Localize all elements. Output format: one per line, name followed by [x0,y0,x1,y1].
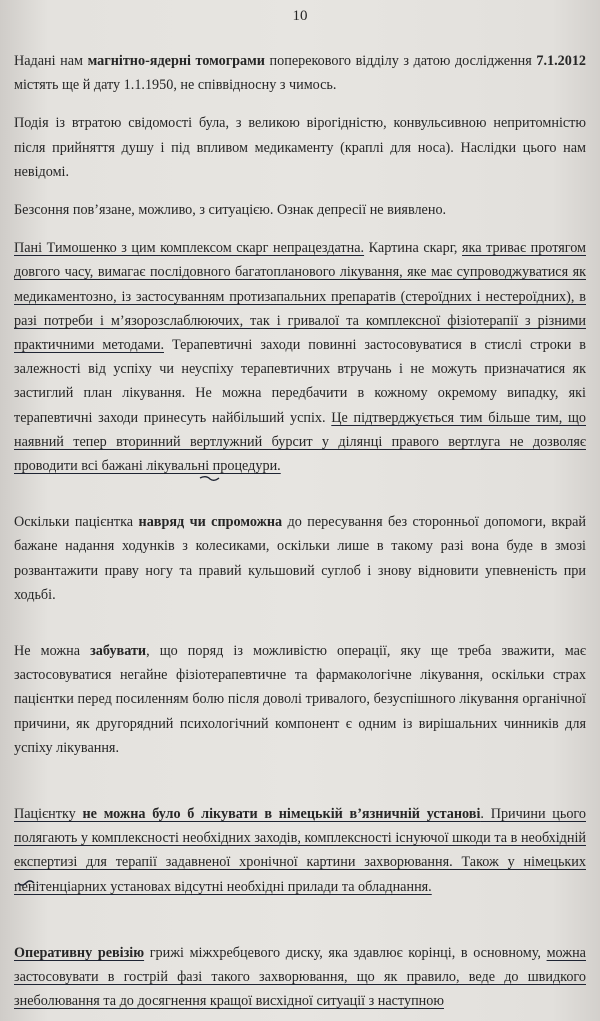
p1-text-a: Надані нам [14,53,88,69]
p4-underlined-2: яка триває протягом довгого часу, вимагає послідовного багатопланового лікування, яке має супроводжуватися як медикаментозно, із застосуванням протизапальних препаратів (стероїдних і нестероїдних), в разі потреби і м’язорозслаблюючих, так і гривалої та комплексної фізіотерапії з різними практичними методами. [14,240,586,354]
p6-text-a: Не можна [14,643,91,660]
p1-bold-mri: магнітно-ядерні томограми [87,53,265,69]
p8-bold-underlined: Оперативну ревізію [14,944,145,961]
paragraph-disability [14,236,586,478]
p5-text-a: Оскільки пацієнтка [14,514,139,531]
paragraph-insomnia: Безсоння пов’язане, можливо, з ситуацією. Ознак депресії не виявлено. [14,202,447,219]
p7-bold-underlined: не можна було б лікувати в німецькій в’язничній установі [82,806,481,823]
paragraph-mri [14,49,586,97]
p4-text-1: Картина скарг, [364,240,463,257]
paragraph-surgery [14,941,586,1014]
p7-underlined-1: Пацієнтку [14,806,83,823]
p6-text-c: , що поряд із можливістю операції, яку ще треба зважити, має застосовуватися негайне фізіотерапевтичне та фармакологічне лікування, оскільки страх пацієнтки перед посиленням болю після доволі тривалого, безуспішного лікування органічної причини, як другорядний психологічний компонент є одним із вирішальних чинників для успіху лікування. [14,643,586,756]
p5-text-c: до пересування без сторонньої допомоги, вкрай бажане надання ходунків з колесиками, оскільки лише в такому разі вона буде в змозі розвантажити праву ногу та правий кульшовий суглоб і знову відновити упевненість при ходьбі. [14,514,586,603]
p4-underlined-3: Це підтверджується тим більше тим, що наявний тепер вторинний вертлужний бурсит у ділянці правого вертлуга не дозволяє проводити всі бажані лікувальні процедури. [14,409,586,475]
p4-text-2: Терапевтичні заходи повинні застосовуватися в стислі строки в залежності від успіху чи неуспіху терапевтичних втручань і не можуть призначатися як застиглий план лікування. Не можна передбачити в кожному окремому випадку, які терапевтичні заходи принесуть найбільший успіх. [14,337,586,426]
paragraph-prison [14,802,586,899]
p1-text-c: поперекового відділу з датою дослідження [264,53,537,69]
paragraph-treatment [14,639,586,760]
p1-text-e: містять ще й дату 1.1.1950, не співвідносну з чимось. [14,77,337,94]
paragraph-syncope: Подія із втратою свідомості була, з великою вірогідністю, конвульсивною непритомністю після прийняття душу і під впливом медикаменту (краплі для носа). Наслідки цього нам невідомі. [14,115,586,180]
p8-underlined-1: можна застосовувати в гострій фазі такого захворювання, що як правило, веде до швидкого знеболювання та до досягнення кращої висхідної ситуації з наступною [14,944,586,1010]
p6-bold: забувати [90,643,147,660]
page-number: 10 [292,8,308,24]
p5-bold: навряд чи спроможна [138,514,283,531]
p4-underlined-1: Пані Тимошенко з цим комплексом скарг непрацездатна. [14,240,365,257]
p8-text-1: грижі міжхребцевого диску, яка здавлює корінці, в основному, [144,944,547,961]
p7-underlined-2: . Причини цього полягають у комплексності необхідних заходів, комплексності існуючої шкоди та в необхідній експертизі для терапії задавненої хронічної картини захворювання. Також у німецьких пенітенціарних установах відсутні необхідні прилади та обладнання. [14,806,586,895]
paragraph-walker [14,510,586,607]
p1-bold-date: 7.1.2012 [536,53,587,69]
